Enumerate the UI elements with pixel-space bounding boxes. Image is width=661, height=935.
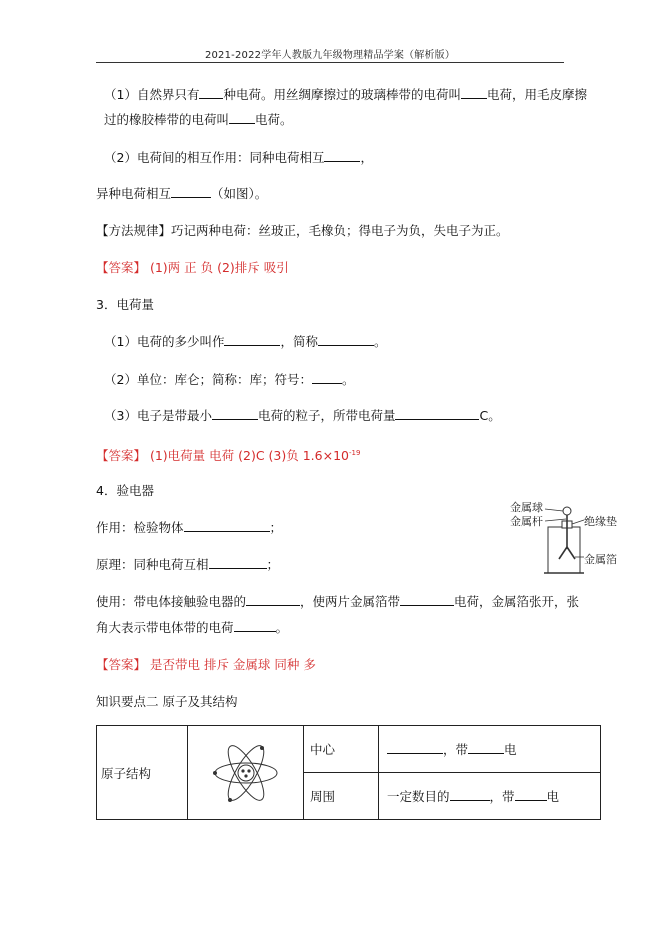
answer-blank[interactable] bbox=[400, 594, 454, 606]
text: 电 bbox=[504, 742, 517, 757]
answer-blank[interactable] bbox=[387, 742, 443, 754]
sec4-usage-line-1 bbox=[96, 594, 579, 610]
answer-blank[interactable] bbox=[468, 742, 504, 754]
answer-blank[interactable] bbox=[209, 557, 267, 569]
answer-blank[interactable] bbox=[515, 789, 547, 801]
answer-1: 【答案】 (1)两 正 负 (2)排斥 吸引 bbox=[96, 260, 289, 275]
text: （2）单位：库仑；简称：库；符号： bbox=[104, 372, 312, 387]
periphery-content-cell bbox=[379, 773, 601, 820]
answer-blank[interactable] bbox=[234, 620, 276, 632]
answer-blank[interactable] bbox=[324, 150, 360, 162]
sec3-q2 bbox=[104, 372, 354, 388]
text: （如图）。 bbox=[211, 186, 268, 201]
center-content-cell bbox=[379, 726, 601, 773]
label-insulator: 绝缘垫 bbox=[584, 515, 617, 528]
header-rule bbox=[96, 62, 564, 63]
answer-blank[interactable] bbox=[312, 372, 342, 384]
atom-structure-table bbox=[96, 725, 601, 820]
text: ； bbox=[266, 557, 280, 572]
question-2-line-2 bbox=[96, 186, 267, 202]
answer-blank[interactable] bbox=[171, 186, 211, 198]
answer-blank[interactable] bbox=[212, 408, 258, 420]
atom-diagram-cell bbox=[188, 726, 304, 820]
text: 。 bbox=[373, 334, 387, 349]
periphery-label-cell bbox=[304, 773, 379, 820]
center-label: 中心 bbox=[310, 742, 336, 757]
question-1-line-1 bbox=[104, 87, 587, 103]
text: 电荷的粒子，所带电荷量 bbox=[257, 408, 396, 423]
text: （3）电子是带最小 bbox=[104, 408, 212, 423]
text: ，简称 bbox=[280, 334, 318, 349]
text: 电荷，用毛皮摩擦 bbox=[486, 87, 587, 102]
center-label-cell bbox=[304, 726, 379, 773]
text: ， bbox=[360, 150, 373, 165]
text: 电荷，金属箔张开，张 bbox=[454, 594, 580, 609]
text: ，使两片金属箔带 bbox=[300, 594, 401, 609]
text: （1）自然界只有 bbox=[104, 87, 200, 102]
text: 过的橡胶棒带的电荷叫 bbox=[104, 112, 230, 127]
text: 作用：检验物体 bbox=[96, 520, 184, 535]
knowledge-point-2-title: 知识要点二 原子及其结构 bbox=[96, 694, 238, 709]
sec4-purpose bbox=[96, 520, 282, 536]
answer-blank[interactable] bbox=[318, 334, 374, 346]
atom-icon bbox=[211, 740, 281, 806]
text: 电荷。 bbox=[255, 112, 293, 127]
answer-3 bbox=[96, 445, 360, 464]
text: ，带 bbox=[443, 742, 469, 757]
answer-text: 【答案】 (1)电荷量 电荷 (2)C (3)负 1.6×10 bbox=[96, 448, 349, 464]
text: 电 bbox=[546, 789, 560, 804]
periphery-label: 周围 bbox=[310, 789, 336, 804]
question-1-line-2 bbox=[104, 112, 293, 128]
sec4-usage-line-2 bbox=[96, 620, 288, 636]
electroscope-figure bbox=[510, 497, 622, 579]
section-4-title: 4．验电器 bbox=[96, 483, 154, 498]
page-header-title: 2021-2022学年人教版九年级物理精品学案（解析版） bbox=[204, 50, 456, 61]
answer-blank[interactable] bbox=[246, 594, 300, 606]
sec3-q1 bbox=[104, 334, 387, 350]
answer-blank[interactable] bbox=[224, 334, 280, 346]
text: ； bbox=[269, 520, 283, 535]
answer-blank[interactable] bbox=[450, 789, 490, 801]
text: 使用：带电体接触验电器的 bbox=[96, 594, 247, 609]
text: 。 bbox=[275, 620, 289, 635]
sec4-principle bbox=[96, 557, 279, 573]
text: （1）电荷的多少叫作 bbox=[104, 334, 225, 349]
method-rule: 【方法规律】巧记两种电荷：丝玻正，毛橡负；得电子为负，失电子为正。 bbox=[96, 223, 509, 238]
row-label: 原子结构 bbox=[101, 765, 152, 781]
answer-blank[interactable] bbox=[199, 87, 223, 99]
section-3-title: 3．电荷量 bbox=[96, 297, 154, 312]
text: 种电荷。用丝绸摩擦过的玻璃棒带的电荷叫 bbox=[223, 87, 461, 102]
text: 原理：同种电荷互相 bbox=[96, 557, 209, 572]
answer-blank[interactable] bbox=[229, 112, 255, 124]
label-metal-rod: 金属杆 bbox=[510, 515, 543, 528]
text: C。 bbox=[479, 408, 501, 423]
row-label-cell bbox=[97, 726, 188, 820]
text: 一定数目的 bbox=[387, 789, 450, 804]
text: 角大表示带电体带的电荷 bbox=[96, 620, 234, 635]
text: （2）电荷间的相互作用：同种电荷相互 bbox=[104, 150, 325, 165]
question-2-line-1 bbox=[104, 150, 373, 166]
label-metal-ball: 金属球 bbox=[510, 501, 543, 514]
answer-blank[interactable] bbox=[395, 408, 479, 420]
text: 异种电荷相互 bbox=[96, 186, 172, 201]
sec3-q3 bbox=[104, 408, 501, 424]
answer-blank[interactable] bbox=[184, 520, 270, 532]
exponent: -19 bbox=[348, 449, 361, 457]
answer-blank[interactable] bbox=[461, 87, 487, 99]
answer-4: 【答案】 是否带电 排斥 金属球 同种 多 bbox=[96, 657, 316, 672]
label-metal-foil: 金属箔 bbox=[584, 553, 617, 566]
text: ，带 bbox=[489, 789, 515, 804]
text: 。 bbox=[341, 372, 355, 387]
